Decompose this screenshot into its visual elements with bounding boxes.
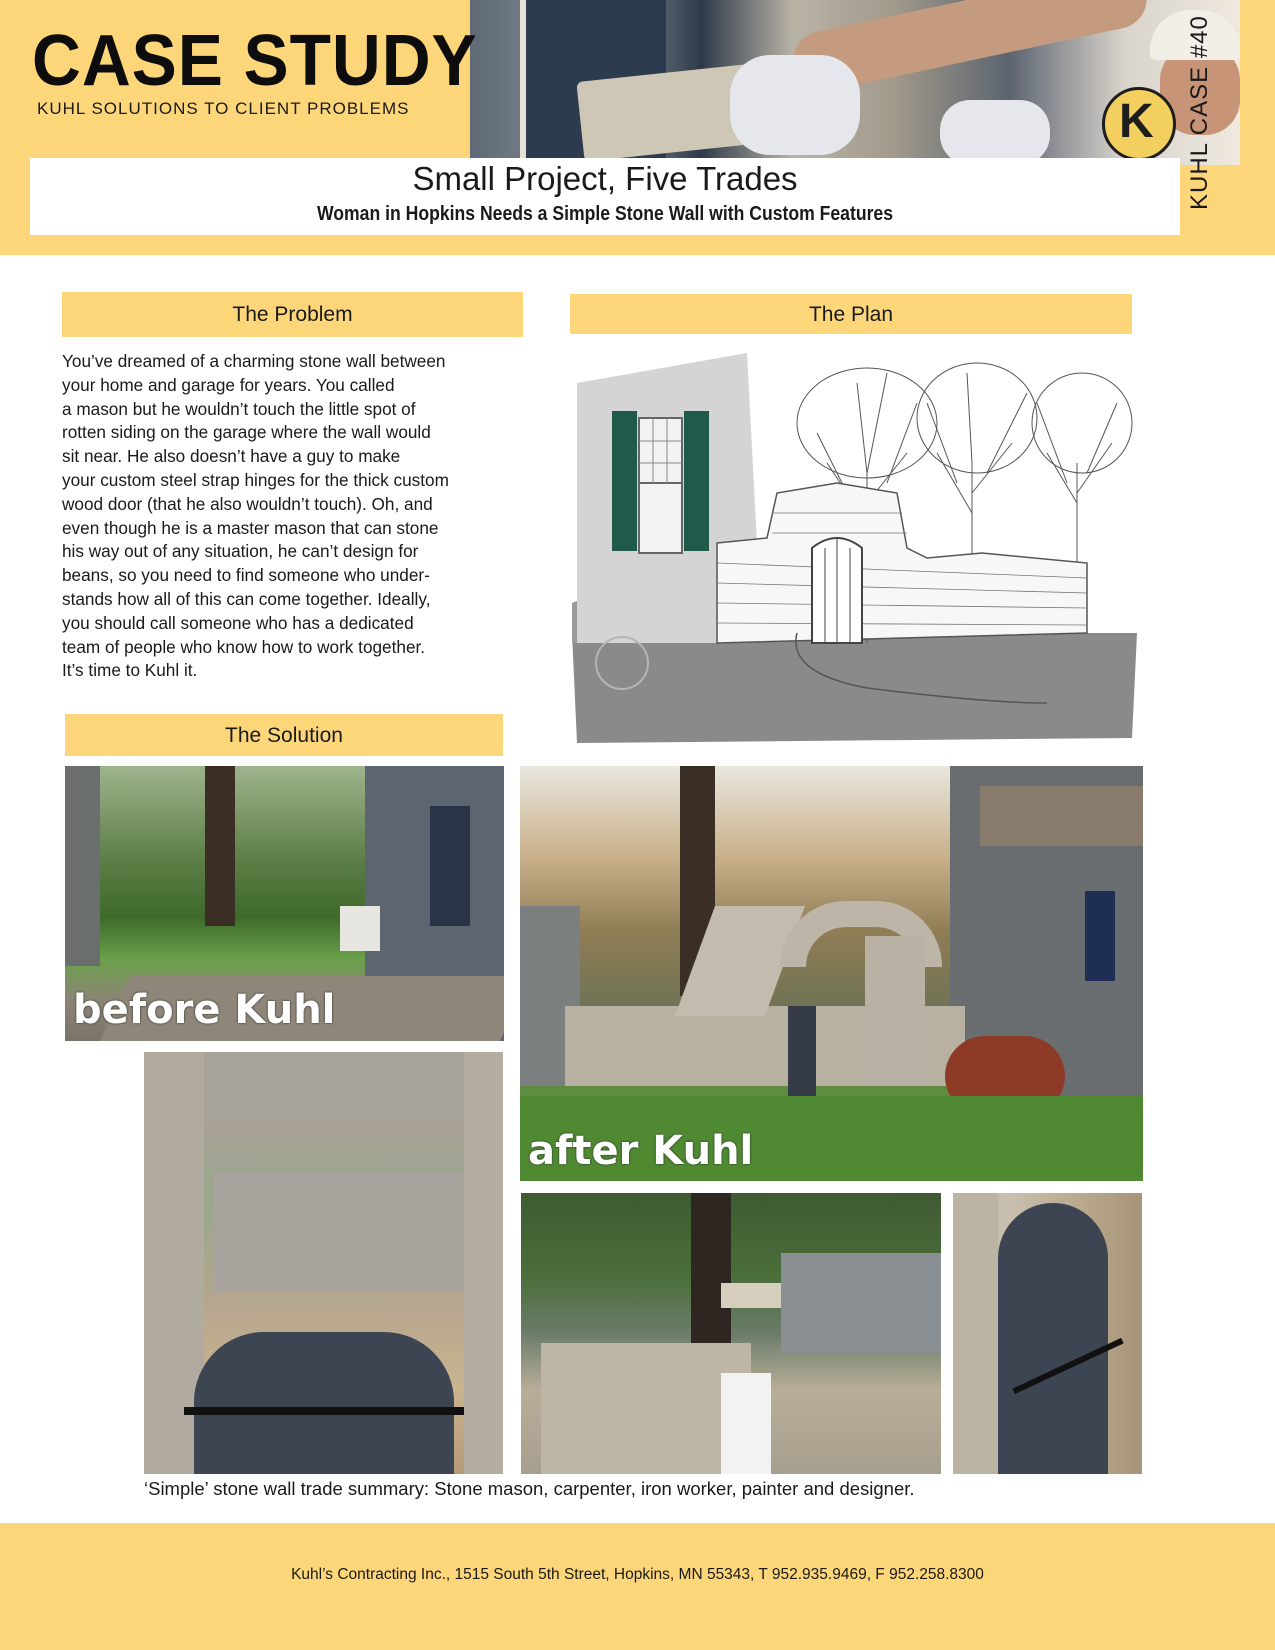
garage-siding [65, 766, 100, 966]
case-number-label: KUHL CASE #40 [1186, 15, 1213, 210]
roof-shingles [980, 786, 1143, 846]
after-photo [520, 766, 1143, 1181]
stone-pier [953, 1193, 998, 1474]
kuhl-logo [1102, 87, 1176, 161]
neighbor-house [781, 1253, 941, 1353]
problem-body-text: You’ve dreamed of a charming stone wall between your home and garage for years. You called a mason but he wouldn’t touch the little spot of rotten siding on the garage where the wall would sit near. He also doesn’t have a guy to make your custom steel strap hinges for the thick custom wood door (that he also wouldn’t touch). Oh, and even though he is a master mason that can stone his way out of any situation, he can’t design for beans, so you need to find someone who under- stands how all of this can come together. Ideally, you should call someone who has a dedicated team of people who know how to work together. It’s time to Kuhl it. [62, 351, 449, 681]
house-window [430, 806, 470, 926]
page-subtitle: Woman in Hopkins Needs a Simple Stone Wall with Custom Features [316, 203, 894, 225]
stone-pier-right [464, 1052, 503, 1474]
plan-heading: The Plan [570, 294, 1132, 334]
before-label: before Kuhl [73, 987, 336, 1033]
logo-letter: K [1119, 95, 1154, 148]
after-label: after Kuhl [528, 1128, 754, 1174]
footer-contact: Kuhl’s Contracting Inc., 1515 South 5th Street, Hopkins, MN 55343, T 952.935.9469, F 952.258.8300 [291, 1566, 984, 1583]
slate-door [194, 1332, 454, 1474]
tree-trunk [205, 766, 235, 926]
ac-unit [340, 906, 380, 951]
case-study-tagline: KUHL SOLUTIONS TO CLIENT PROBLEMS [37, 99, 410, 118]
plan-shutter-left [612, 411, 637, 551]
problem-heading: The Problem [62, 292, 523, 337]
strap-hinge [184, 1407, 464, 1415]
plan-shutter-right [684, 411, 709, 551]
work-glove [940, 100, 1050, 165]
door-detail-photo [144, 1052, 503, 1474]
wooden-fence [214, 1172, 464, 1292]
trade-summary: ‘Simple’ stone wall trade summary: Stone mason, carpenter, iron worker, painter and designer. [144, 1478, 915, 1499]
mason-at-work-photo [521, 1193, 941, 1474]
hinge-detail-photo [953, 1193, 1142, 1474]
plan-sketch [567, 343, 1142, 749]
plan-ground [572, 633, 1137, 743]
blue-shutter [1085, 891, 1115, 981]
stone-block [721, 1283, 781, 1308]
plan-sketch-drawing [567, 343, 1142, 749]
stone-pier [865, 936, 925, 1086]
plan-window [639, 418, 682, 553]
stone-pier [541, 1343, 751, 1474]
footer-band [0, 1523, 1275, 1650]
slate-door [998, 1203, 1108, 1474]
work-glove [730, 55, 860, 155]
case-study-heading: CASE STUDY [32, 21, 478, 101]
solution-heading: The Solution [65, 714, 503, 756]
worker-shirt [721, 1373, 771, 1474]
page-title: Small Project, Five Trades [412, 160, 798, 197]
